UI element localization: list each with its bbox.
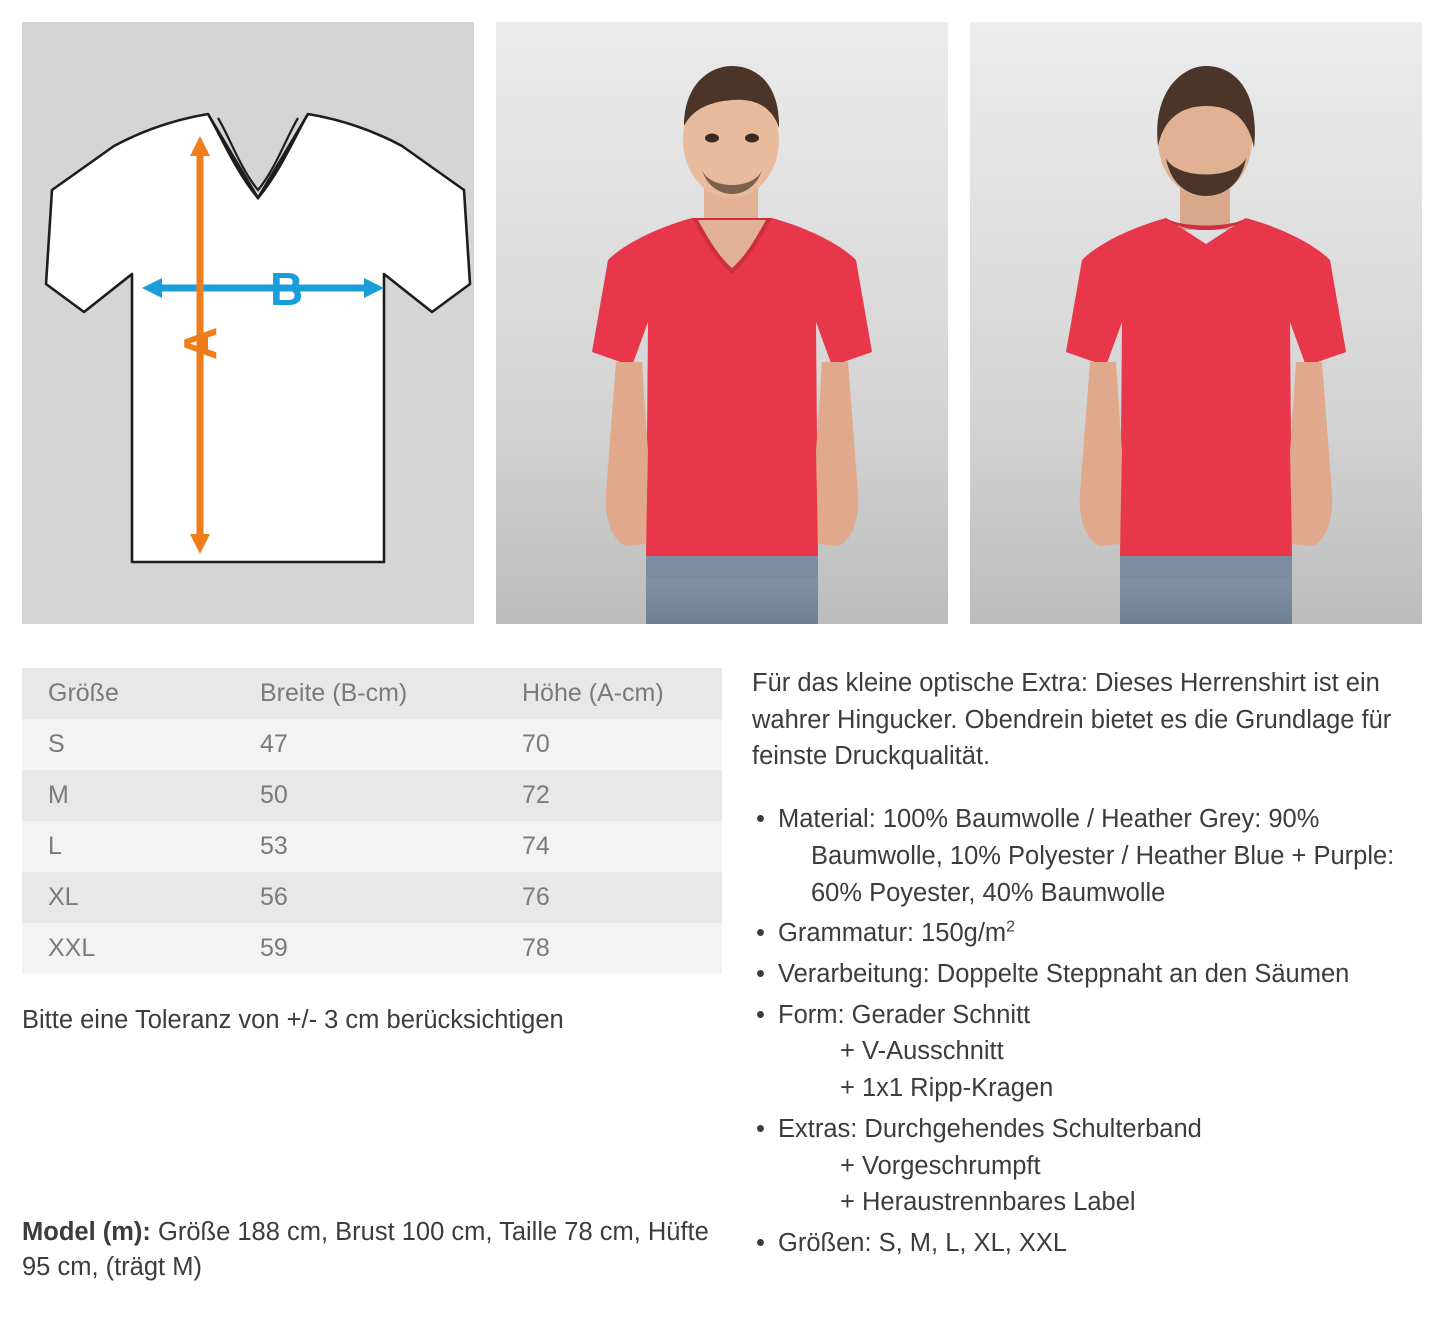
model-back-illustration <box>970 22 1422 624</box>
cell-size: XL <box>48 883 79 911</box>
tolerance-note: Bitte eine Toleranz von +/- 3 cm berücksichtigen <box>22 1006 564 1034</box>
product-description <box>752 665 1422 1266</box>
width-label-b: B <box>270 263 304 315</box>
feature-material-line3: 60% Poyester, 40% Baumwolle <box>811 878 1166 907</box>
feature-list <box>752 801 1422 1262</box>
cell-width: 56 <box>260 883 288 911</box>
header-width: Breite (B-cm) <box>260 679 408 707</box>
feature-grammatur-sup: 2 <box>1006 918 1015 936</box>
feature-extras-sub1: + Vorgeschrumpft <box>840 1151 1041 1180</box>
cell-height: 78 <box>522 934 550 962</box>
feature-material-line1: • Material: 100% Baumwolle / Heather Grey: 90% <box>778 805 1320 834</box>
feature-form-sub1: + V-Ausschnitt <box>840 1037 1004 1066</box>
cell-height: 72 <box>522 781 550 809</box>
product-image-row <box>22 22 1422 624</box>
header-height: Höhe (A-cm) <box>522 679 664 707</box>
model-back-view <box>970 22 1422 624</box>
cell-height: 76 <box>522 883 550 911</box>
cell-width: 53 <box>260 832 288 860</box>
table-row <box>22 821 722 872</box>
cell-height: 74 <box>522 832 550 860</box>
cell-width: 59 <box>260 934 288 962</box>
model-info <box>22 1215 722 1285</box>
feature-form-sub2: + 1x1 Ripp-Kragen <box>840 1074 1054 1103</box>
header-size: Größe <box>48 679 119 707</box>
model-front-illustration <box>496 22 948 624</box>
feature-grammatur: Grammatur: 150g/m <box>778 919 1007 948</box>
cell-size: XXL <box>48 934 96 962</box>
list-item <box>752 801 1422 911</box>
model-info-text: Größe 188 cm, Brust 100 cm, Taille 78 cm, Hüfte 95 cm, (trägt M) <box>22 1218 709 1282</box>
t-shirt-measurement-diagram <box>22 22 474 624</box>
shirt-outline-svg <box>22 22 474 624</box>
cell-height: 70 <box>522 730 550 758</box>
cell-width: 47 <box>260 730 288 758</box>
cell-width: 50 <box>260 781 288 809</box>
feature-material-line2: Baumwolle, 10% Polyester / Heather Blue + Purple: <box>811 841 1395 870</box>
list-item: • Verarbeitung: Doppelte Steppnaht an den Säumen <box>752 956 1422 993</box>
cell-size: S <box>48 730 65 758</box>
cell-size: M <box>48 781 69 809</box>
size-table-head <box>22 668 722 719</box>
table-row <box>22 770 722 821</box>
description-intro: Für das kleine optische Extra: Dieses Herrenshirt ist ein wahrer Hingucker. Obendrein bietet es die Grundlage für feinste Druckqualität. <box>752 669 1392 771</box>
table-row <box>22 872 722 923</box>
model-front-view <box>496 22 948 624</box>
list-item: • Größen: S, M, L, XL, XXL <box>752 1225 1422 1262</box>
feature-form: • Form: Gerader Schnitt <box>778 1000 1031 1029</box>
height-label-a: A <box>174 326 226 360</box>
table-row <box>22 719 722 770</box>
feature-extras-sub2: + Heraustrennbares Label <box>840 1188 1136 1217</box>
size-table-body <box>22 719 722 974</box>
list-item <box>752 1111 1422 1221</box>
size-table <box>22 668 722 974</box>
table-row <box>22 923 722 974</box>
table-header-row <box>22 668 722 719</box>
feature-extras: • Extras: Durchgehendes Schulterband <box>778 1114 1202 1143</box>
list-item <box>752 997 1422 1107</box>
model-info-label: Model (m): <box>22 1218 151 1246</box>
cell-size: L <box>48 832 62 860</box>
list-item <box>752 915 1422 952</box>
